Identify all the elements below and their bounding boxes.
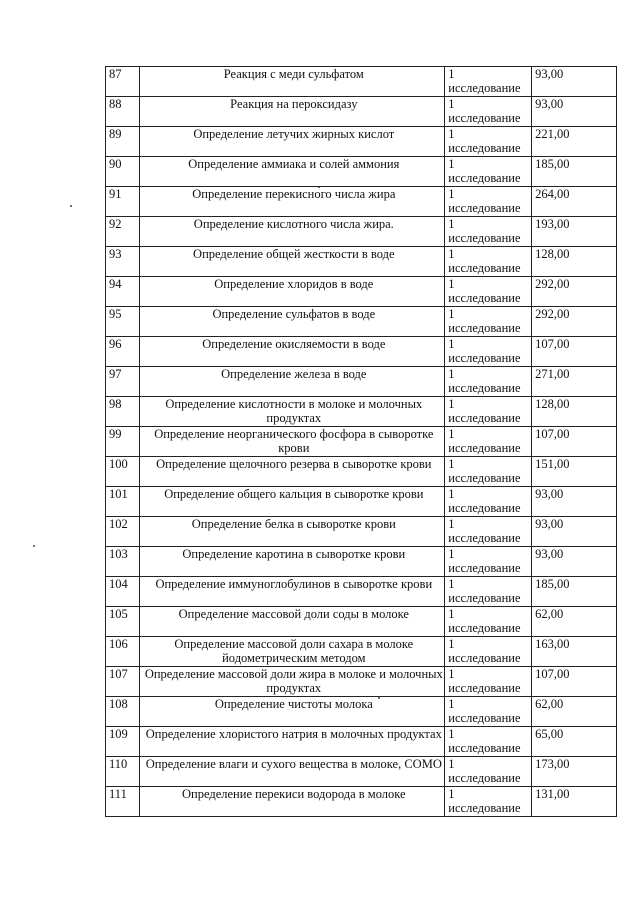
row-number: 111 xyxy=(106,787,140,817)
unit-quantity: 1 xyxy=(448,517,455,531)
row-number: 108 xyxy=(106,697,140,727)
unit-quantity: 1 xyxy=(448,307,455,321)
unit-label: исследование xyxy=(448,81,521,95)
price-value: 163,00 xyxy=(532,637,617,667)
unit-cell xyxy=(445,427,532,457)
price-value: 292,00 xyxy=(532,277,617,307)
table-row xyxy=(106,397,617,427)
unit-cell xyxy=(445,757,532,787)
unit-label: исследование xyxy=(448,561,521,575)
row-number: 106 xyxy=(106,637,140,667)
unit-quantity: 1 xyxy=(448,337,455,351)
scan-speck xyxy=(33,545,35,547)
service-name: Определение хлоридов в воде xyxy=(140,277,445,307)
unit-cell xyxy=(445,547,532,577)
row-number: 107 xyxy=(106,667,140,697)
row-number: 102 xyxy=(106,517,140,547)
unit-label: исследование xyxy=(448,471,521,485)
service-name: Определение сульфатов в воде xyxy=(140,307,445,337)
table-row xyxy=(106,367,617,397)
unit-quantity: 1 xyxy=(448,367,455,381)
unit-cell xyxy=(445,577,532,607)
table-row xyxy=(106,277,617,307)
unit-quantity: 1 xyxy=(448,427,455,441)
price-value: 131,00 xyxy=(532,787,617,817)
row-number: 98 xyxy=(106,397,140,427)
unit-label: исследование xyxy=(448,501,521,515)
unit-label: исследование xyxy=(448,321,521,335)
table-row xyxy=(106,427,617,457)
unit-label: исследование xyxy=(448,411,521,425)
unit-cell xyxy=(445,187,532,217)
row-number: 97 xyxy=(106,367,140,397)
service-name: Определение чистоты молока xyxy=(140,697,445,727)
unit-quantity: 1 xyxy=(448,727,455,741)
row-number: 92 xyxy=(106,217,140,247)
price-value: 292,00 xyxy=(532,307,617,337)
row-number: 103 xyxy=(106,547,140,577)
unit-label: исследование xyxy=(448,261,521,275)
table-row xyxy=(106,97,617,127)
table-row xyxy=(106,757,617,787)
row-number: 90 xyxy=(106,157,140,187)
unit-label: исследование xyxy=(448,171,521,185)
service-name: Реакция с меди сульфатом xyxy=(140,67,445,97)
table-row xyxy=(106,157,617,187)
unit-quantity: 1 xyxy=(448,787,455,801)
table-row xyxy=(106,217,617,247)
service-name: Определение аммиака и солей аммония xyxy=(140,157,445,187)
unit-label: исследование xyxy=(448,651,521,665)
unit-cell xyxy=(445,697,532,727)
unit-cell xyxy=(445,67,532,97)
price-value: 62,00 xyxy=(532,697,617,727)
service-name: Определение щелочного резерва в сыворотке крови xyxy=(140,457,445,487)
price-value: 65,00 xyxy=(532,727,617,757)
price-value: 93,00 xyxy=(532,517,617,547)
price-value: 185,00 xyxy=(532,577,617,607)
unit-label: исследование xyxy=(448,741,521,755)
row-number: 88 xyxy=(106,97,140,127)
table-row xyxy=(106,577,617,607)
unit-cell xyxy=(445,337,532,367)
unit-cell xyxy=(445,397,532,427)
service-name: Определение окисляемости в воде xyxy=(140,337,445,367)
unit-label: исследование xyxy=(448,531,521,545)
service-name: Определение общей жесткости в воде xyxy=(140,247,445,277)
unit-label: исследование xyxy=(448,291,521,305)
unit-label: исследование xyxy=(448,801,521,815)
unit-label: исследование xyxy=(448,231,521,245)
unit-label: исследование xyxy=(448,111,521,125)
table-row xyxy=(106,247,617,277)
table-row xyxy=(106,517,617,547)
unit-cell xyxy=(445,97,532,127)
table-row xyxy=(106,487,617,517)
unit-cell xyxy=(445,247,532,277)
row-number: 101 xyxy=(106,487,140,517)
service-name: Определение неорганического фосфора в сыворотке крови xyxy=(140,427,445,457)
table-row xyxy=(106,607,617,637)
row-number: 87 xyxy=(106,67,140,97)
unit-quantity: 1 xyxy=(448,667,455,681)
unit-cell xyxy=(445,367,532,397)
table-row xyxy=(106,787,617,817)
scan-speck xyxy=(70,205,72,207)
service-name: Определение железа в воде xyxy=(140,367,445,397)
price-value: 264,00 xyxy=(532,187,617,217)
service-name: Определение перекисного числа жира xyxy=(140,187,445,217)
unit-quantity: 1 xyxy=(448,697,455,711)
service-name: Определение иммуноглобулинов в сыворотке крови xyxy=(140,577,445,607)
price-value: 62,00 xyxy=(532,607,617,637)
service-name: Определение хлористого натрия в молочных продуктах xyxy=(140,727,445,757)
unit-cell xyxy=(445,277,532,307)
unit-quantity: 1 xyxy=(448,547,455,561)
table-row xyxy=(106,67,617,97)
price-value: 93,00 xyxy=(532,67,617,97)
unit-cell xyxy=(445,607,532,637)
unit-quantity: 1 xyxy=(448,217,455,231)
service-name: Определение летучих жирных кислот xyxy=(140,127,445,157)
unit-quantity: 1 xyxy=(448,487,455,501)
table-row xyxy=(106,187,617,217)
unit-cell xyxy=(445,157,532,187)
unit-label: исследование xyxy=(448,201,521,215)
unit-label: исследование xyxy=(448,621,521,635)
service-name: Определение кислотности в молоке и молочных продуктах xyxy=(140,397,445,427)
row-number: 105 xyxy=(106,607,140,637)
row-number: 94 xyxy=(106,277,140,307)
table-row xyxy=(106,457,617,487)
price-value: 193,00 xyxy=(532,217,617,247)
price-value: 107,00 xyxy=(532,337,617,367)
unit-cell xyxy=(445,787,532,817)
row-number: 93 xyxy=(106,247,140,277)
unit-quantity: 1 xyxy=(448,127,455,141)
table-row xyxy=(106,637,617,667)
unit-quantity: 1 xyxy=(448,757,455,771)
service-name: Определение влаги и сухого вещества в молоке, СОМО xyxy=(140,757,445,787)
unit-quantity: 1 xyxy=(448,607,455,621)
unit-label: исследование xyxy=(448,381,521,395)
price-value: 271,00 xyxy=(532,367,617,397)
service-name: Определение перекиси водорода в молоке xyxy=(140,787,445,817)
unit-label: исследование xyxy=(448,681,521,695)
service-name: Определение каротина в сыворотке крови xyxy=(140,547,445,577)
unit-label: исследование xyxy=(448,351,521,365)
unit-quantity: 1 xyxy=(448,457,455,471)
unit-label: исследование xyxy=(448,711,521,725)
price-value: 185,00 xyxy=(532,157,617,187)
table-row xyxy=(106,697,617,727)
price-value: 173,00 xyxy=(532,757,617,787)
unit-cell xyxy=(445,457,532,487)
unit-quantity: 1 xyxy=(448,187,455,201)
row-number: 109 xyxy=(106,727,140,757)
row-number: 110 xyxy=(106,757,140,787)
unit-quantity: 1 xyxy=(448,577,455,591)
unit-cell xyxy=(445,307,532,337)
unit-label: исследование xyxy=(448,591,521,605)
service-name: Определение массовой доли сахара в молоке йодометрическим методом xyxy=(140,637,445,667)
service-name: Определение кислотного числа жира. xyxy=(140,217,445,247)
unit-quantity: 1 xyxy=(448,67,455,81)
unit-quantity: 1 xyxy=(448,277,455,291)
unit-cell xyxy=(445,727,532,757)
price-table-body xyxy=(106,67,617,817)
row-number: 89 xyxy=(106,127,140,157)
table-row xyxy=(106,727,617,757)
table-row xyxy=(106,307,617,337)
price-value: 128,00 xyxy=(532,247,617,277)
row-number: 95 xyxy=(106,307,140,337)
price-value: 93,00 xyxy=(532,547,617,577)
unit-quantity: 1 xyxy=(448,97,455,111)
row-number: 100 xyxy=(106,457,140,487)
price-value: 107,00 xyxy=(532,667,617,697)
price-value: 93,00 xyxy=(532,97,617,127)
table-row xyxy=(106,127,617,157)
unit-cell xyxy=(445,487,532,517)
service-name: Реакция на пероксидазу xyxy=(140,97,445,127)
service-name: Определение массовой доли соды в молоке xyxy=(140,607,445,637)
price-value: 151,00 xyxy=(532,457,617,487)
price-table xyxy=(105,66,617,817)
unit-quantity: 1 xyxy=(448,247,455,261)
unit-cell xyxy=(445,217,532,247)
unit-label: исследование xyxy=(448,141,521,155)
unit-cell xyxy=(445,637,532,667)
table-row xyxy=(106,547,617,577)
unit-quantity: 1 xyxy=(448,637,455,651)
unit-label: исследование xyxy=(448,771,521,785)
unit-quantity: 1 xyxy=(448,397,455,411)
row-number: 96 xyxy=(106,337,140,367)
row-number: 99 xyxy=(106,427,140,457)
table-row xyxy=(106,337,617,367)
service-name: Определение белка в сыворотке крови xyxy=(140,517,445,547)
unit-cell xyxy=(445,127,532,157)
row-number: 104 xyxy=(106,577,140,607)
unit-cell xyxy=(445,667,532,697)
service-name: Определение общего кальция в сыворотке крови xyxy=(140,487,445,517)
table-row xyxy=(106,667,617,697)
price-value: 128,00 xyxy=(532,397,617,427)
price-value: 93,00 xyxy=(532,487,617,517)
unit-label: исследование xyxy=(448,441,521,455)
price-value: 107,00 xyxy=(532,427,617,457)
unit-quantity: 1 xyxy=(448,157,455,171)
unit-cell xyxy=(445,517,532,547)
price-value: 221,00 xyxy=(532,127,617,157)
row-number: 91 xyxy=(106,187,140,217)
service-name: Определение массовой доли жира в молоке и молочных продуктах xyxy=(140,667,445,697)
